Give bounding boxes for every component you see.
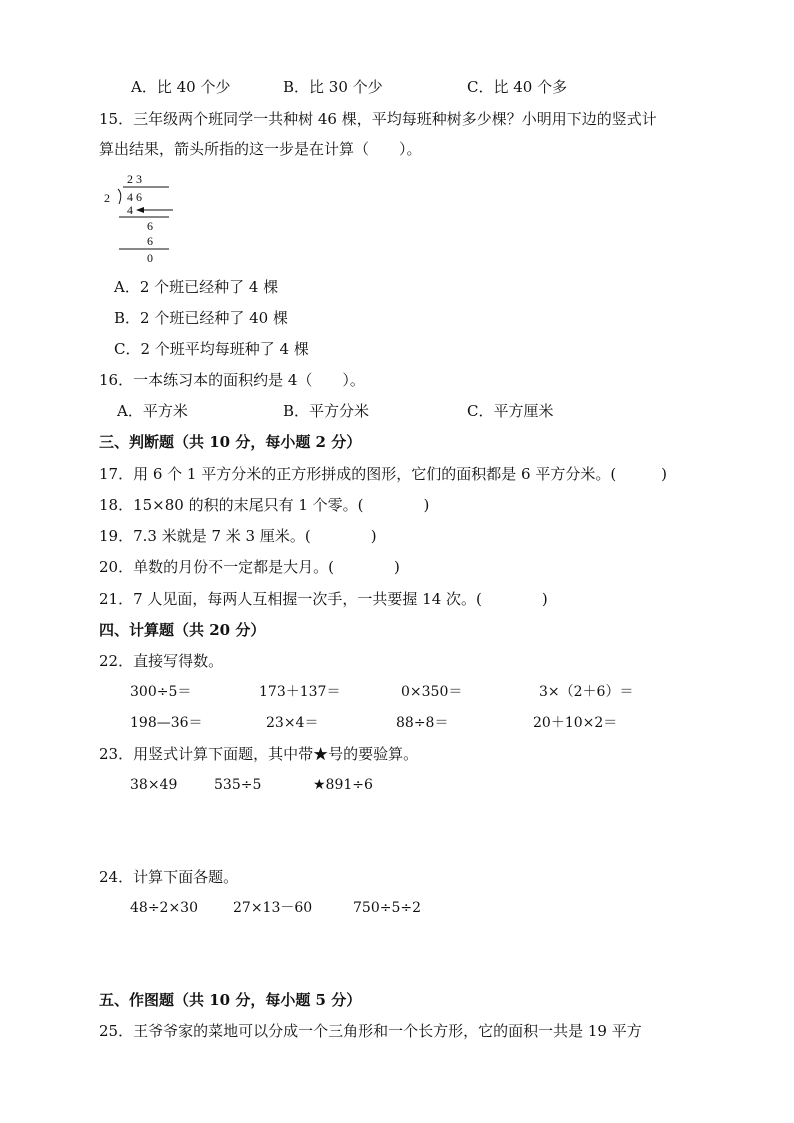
q15-option-c: C．2 个班平均每班种了 4 棵 xyxy=(114,340,309,358)
division-dividend: 4 6 xyxy=(127,190,142,204)
q17: 17．用 6 个 1 平方分米的正方形拼成的图形，它们的面积都是 6 平方分米。( ) xyxy=(99,465,668,483)
q15-option-b: B．2 个班已经种了 40 棵 xyxy=(114,309,288,327)
q22-item: 173＋137＝ xyxy=(259,684,341,700)
q16-option-c: C．平方厘米 xyxy=(467,402,554,420)
q22-item: 300÷5＝ xyxy=(130,684,192,700)
long-division-diagram xyxy=(95,168,185,268)
q14-option-c: C．比 40 个多 xyxy=(467,78,568,96)
q22-item: 88÷8＝ xyxy=(396,715,449,731)
division-divisor: 2 xyxy=(104,191,110,205)
q22-item: 20＋10×2＝ xyxy=(533,715,618,731)
q20: 20．单数的月份不一定都是大月。( ) xyxy=(99,558,400,576)
section3-title: 三、判断题（共 10 分，每小题 2 分） xyxy=(99,433,362,451)
q24-item: 750÷5÷2 xyxy=(353,900,421,916)
q14-option-a: A．比 40 个少 xyxy=(131,78,231,96)
q16-stem: 16．一本练习本的面积约是 4（ ）。 xyxy=(99,371,365,389)
q23-item: 535÷5 xyxy=(214,777,262,793)
q15-option-a: A．2 个班已经种了 4 棵 xyxy=(114,278,279,296)
division-step2: 6 xyxy=(147,219,153,233)
q22-item: 0×350＝ xyxy=(401,684,463,700)
q22-item: 3×（2＋6）＝ xyxy=(539,684,634,700)
q23-stem: 23．用竖式计算下面题，其中带★号的要验算。 xyxy=(99,745,419,763)
q21: 21．7 人见面，每两人互相握一次手，一共要握 14 次。( ) xyxy=(99,590,548,608)
q23-item: ★891÷6 xyxy=(313,777,373,793)
q24-item: 27×13－60 xyxy=(233,900,313,916)
q22-stem: 22．直接写得数。 xyxy=(99,652,224,670)
q16-option-a: A．平方米 xyxy=(117,402,188,420)
q24-item: 48÷2×30 xyxy=(130,900,198,916)
q23-item: 38×49 xyxy=(130,777,178,793)
division-step3: 6 xyxy=(147,234,153,248)
division-step1: 4 xyxy=(127,203,133,217)
division-remainder: 0 xyxy=(147,251,153,265)
section4-title: 四、计算题（共 20 分） xyxy=(99,621,266,639)
q15-stem-line1: 15．三年级两个班同学一共种树 46 棵，平均每班种树多少棵？小明用下边的竖式计 xyxy=(99,110,657,128)
q14-option-b: B．比 30 个少 xyxy=(283,78,383,96)
arrow-head xyxy=(136,207,144,213)
q15-stem-line2: 算出结果，箭头所指的这一步是在计算（ ）。 xyxy=(99,140,422,158)
q22-item: 198—36＝ xyxy=(130,715,203,731)
q19: 19．7.3 米就是 7 米 3 厘米。( ) xyxy=(99,527,377,545)
q25-stem: 25．王爷爷家的菜地可以分成一个三角形和一个长方形，它的面积一共是 19 平方 xyxy=(99,1022,642,1040)
q18: 18．15×80 的积的末尾只有 1 个零。( ) xyxy=(99,496,430,514)
section5-title: 五、作图题（共 10 分，每小题 5 分） xyxy=(99,991,362,1009)
division-quotient: 2 3 xyxy=(127,172,142,186)
q22-item: 23×4＝ xyxy=(266,715,319,731)
q16-option-b: B．平方分米 xyxy=(283,402,370,420)
q24-stem: 24．计算下面各题。 xyxy=(99,868,239,886)
